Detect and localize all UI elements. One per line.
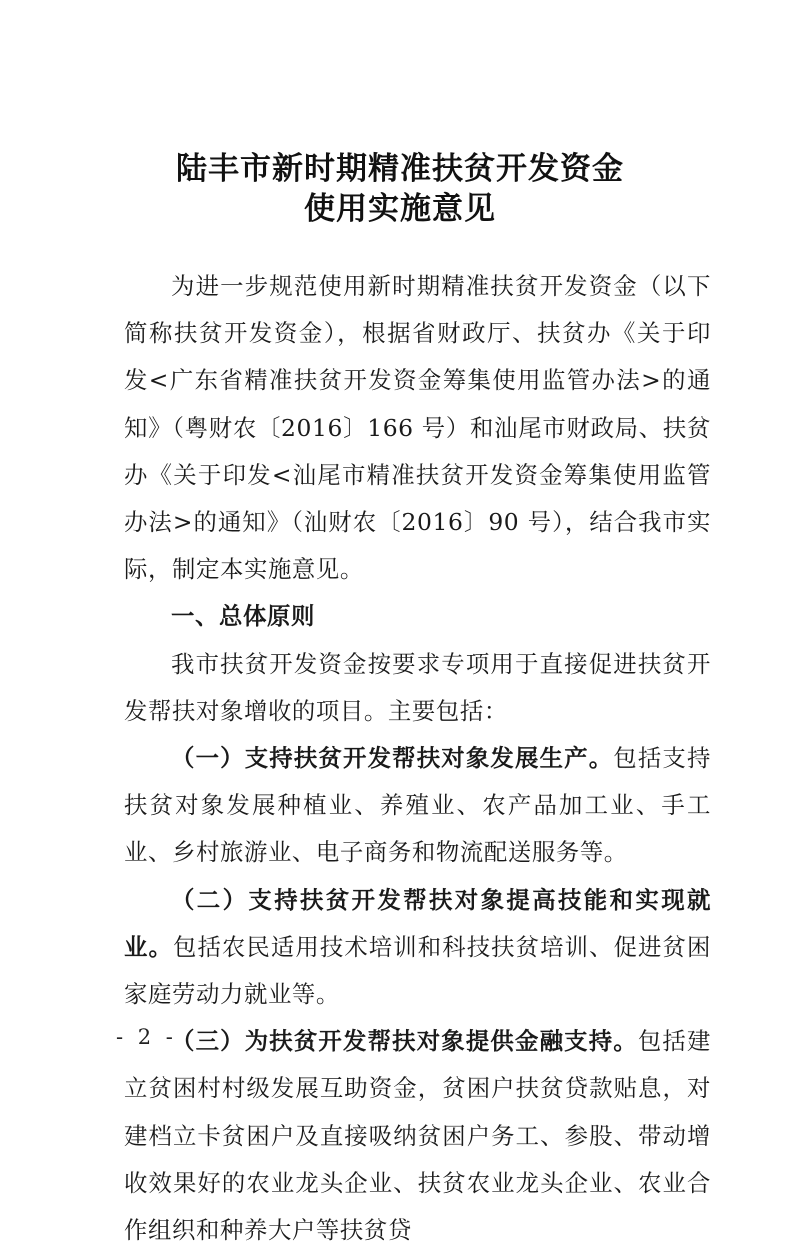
item2-paragraph — [124, 877, 711, 1019]
page-number: - 2 - — [116, 1025, 177, 1049]
item3-text: 包括建立贫困村村级发展互助资金，贫困户扶贫贷款贴息，对建档立卡贫困户及直接吸纳贫困户务工、参股、带动增收效果好的农业龙头企业、扶贫农业龙头企业、农业合作组织和种养大户等扶贫贷 — [124, 1027, 711, 1245]
item1-text: 包括支持扶贫对象发展种植业、养殖业、农产品加工业、手工业、乡村旅游业、电子商务和物流配送服务等。 — [124, 744, 711, 867]
item2-text: 包括农民适用技术培训和科技扶贫培训、促进贫困家庭劳动力就业等。 — [124, 932, 712, 1009]
item2-heading: （二）支持扶贫开发帮扶对象提高技能和实现就业。 — [124, 885, 711, 961]
document-body — [124, 263, 711, 1254]
item1-heading: （一）支持扶贫开发帮扶对象发展生产。 — [171, 744, 614, 773]
item3-heading: （三）为扶贫开发帮扶对象提供金融支持。 — [171, 1027, 638, 1056]
document-title-line2: 使用实施意见 — [304, 191, 496, 227]
section1-heading: 一、总体原则 — [171, 602, 315, 631]
item1-paragraph — [124, 735, 711, 877]
intro-paragraph: 为进一步规范使用新时期精准扶贫开发资金（以下简称扶贫开发资金），根据省财政厅、扶贫办《关于印发<广东省精准扶贫开发资金筹集使用监管办法>的通知》（粤财农〔2016〕166 号）和汕尾市财政局、扶贫办《关于印发<汕尾市精准扶贫开发资金筹集使用监管办法>的通知》（汕财农〔2016〕90 号），结合我市实际，制定本实施意见。 — [124, 272, 711, 584]
section1-paragraph: 我市扶贫开发资金按要求专项用于直接促进扶贫开发帮扶对象增收的项目。主要包括： — [124, 649, 711, 725]
item3-paragraph — [124, 1018, 711, 1254]
document-title-line1: 陆丰市新时期精准扶贫开发资金 — [176, 151, 624, 187]
